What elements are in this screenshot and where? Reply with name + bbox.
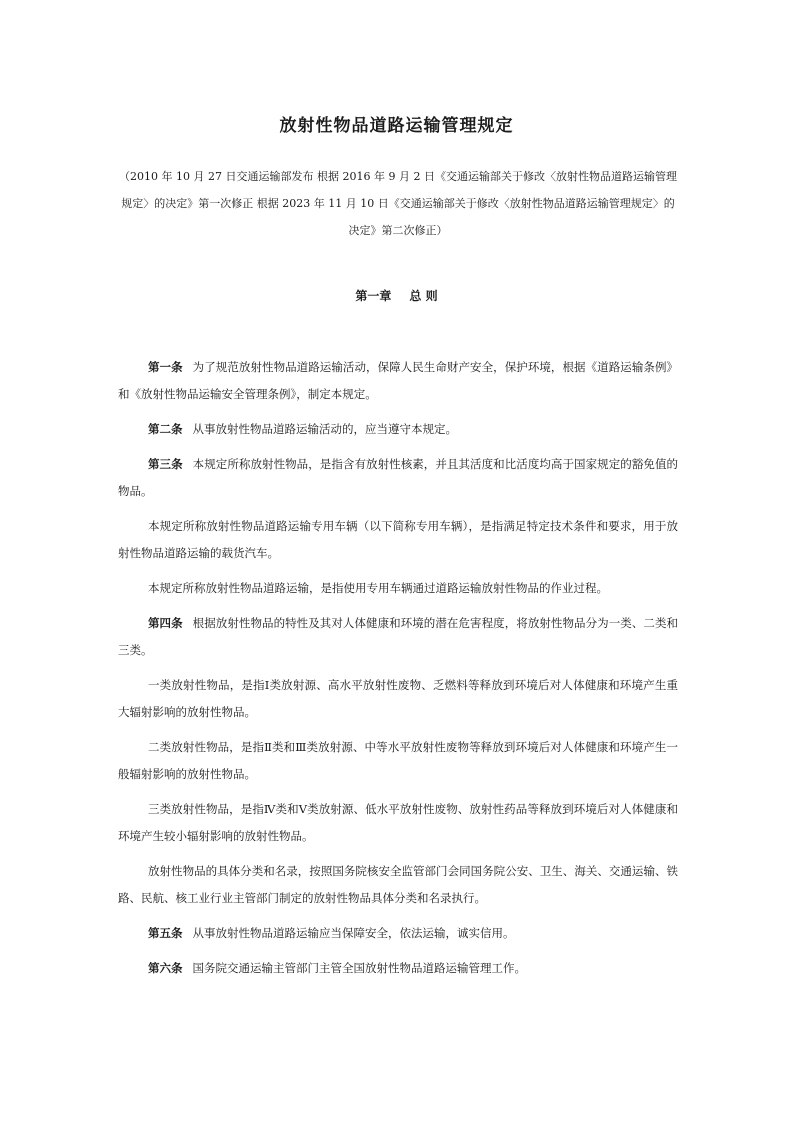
paragraph-text: 为了规范放射性物品道路运输活动，保障人民生命财产安全，保护环境，根据《道路运输条例》和《放射性物品运输安全管理条例》，制定本规定。 xyxy=(118,360,678,401)
paragraph-text: 二类放射性物品，是指Ⅱ类和Ⅲ类放射源、中等水平放射性废物等释放到环境后对人体健康和环境产生一般辐射影响的放射性物品。 xyxy=(118,740,678,781)
paragraph-text: 三类放射性物品，是指Ⅳ类和Ⅴ类放射源、低水平放射性废物、放射性药品等释放到环境后对人体健康和环境产生较小辐射影响的放射性物品。 xyxy=(118,802,678,843)
paragraph-text: 本规定所称放射性物品道路运输专用车辆（以下简称专用车辆），是指满足特定技术条件和要求，用于放射性物品道路运输的载货汽车。 xyxy=(118,519,678,560)
article-label: 第四条 xyxy=(148,616,183,630)
paragraph-text: 根据放射性物品的特性及其对人体健康和环境的潜在危害程度，将放射性物品分为一类、二类和三类。 xyxy=(118,616,678,657)
article-label: 第一条 xyxy=(148,360,183,374)
paragraph-7 xyxy=(118,672,678,726)
document-body xyxy=(118,354,678,990)
paragraph-3 xyxy=(118,451,678,505)
chapter-number: 第一章 xyxy=(355,289,392,303)
chapter-heading xyxy=(0,286,793,306)
article-label: 第六条 xyxy=(148,961,183,975)
paragraph-text: 本规定所称放射性物品道路运输，是指使用专用车辆通过道路运输放射性物品的作业过程。 xyxy=(148,581,608,595)
paragraph-text: 一类放射性物品，是指Ⅰ类放射源、高水平放射性废物、乏燃料等释放到环境后对人体健康和环境产生重大辐射影响的放射性物品。 xyxy=(118,678,678,719)
paragraph-text: 放射性物品的具体分类和名录，按照国务院核安全监管部门会同国务院公安、卫生、海关、交通运输、铁路、民航、核工业行业主管部门制定的放射性物品具体分类和名录执行。 xyxy=(118,864,678,905)
paragraph-6 xyxy=(118,610,678,664)
paragraph-5 xyxy=(118,575,678,602)
article-label: 第五条 xyxy=(148,926,183,940)
paragraph-10 xyxy=(118,858,678,912)
article-label: 第二条 xyxy=(148,422,183,436)
revision-note: （2010 年 10 月 27 日交通运输部发布 根据 2016 年 9 月 2 日《交通运输部关于修改〈放射性物品道路运输管理规定〉的决定》第一次修正 根据 2023 年 11 月 10 日《交通运输部关于修改〈放射性物品道路运输管理规定〉的决定》第二次修正） xyxy=(119,170,677,237)
paragraph-text: 从事放射性物品道路运输应当保障安全，依法运输，诚实信用。 xyxy=(192,926,515,940)
paragraph-1 xyxy=(118,354,678,408)
chapter-name: 总 则 xyxy=(409,289,438,303)
paragraph-9 xyxy=(118,796,678,850)
paragraph-8 xyxy=(118,734,678,788)
paragraph-text: 国务院交通运输主管部门主管全国放射性物品道路运输管理工作。 xyxy=(192,961,526,975)
paragraph-text: 从事放射性物品道路运输活动的，应当遵守本规定。 xyxy=(192,422,457,436)
paragraph-2 xyxy=(118,416,678,443)
article-label: 第三条 xyxy=(148,457,183,471)
document-title: 放射性物品道路运输管理规定 xyxy=(279,116,514,136)
paragraph-11 xyxy=(118,920,678,947)
paragraph-4 xyxy=(118,513,678,567)
paragraph-text: 本规定所称放射性物品，是指含有放射性核素，并且其活度和比活度均高于国家规定的豁免值的物品。 xyxy=(118,457,678,498)
paragraph-12 xyxy=(118,955,678,982)
